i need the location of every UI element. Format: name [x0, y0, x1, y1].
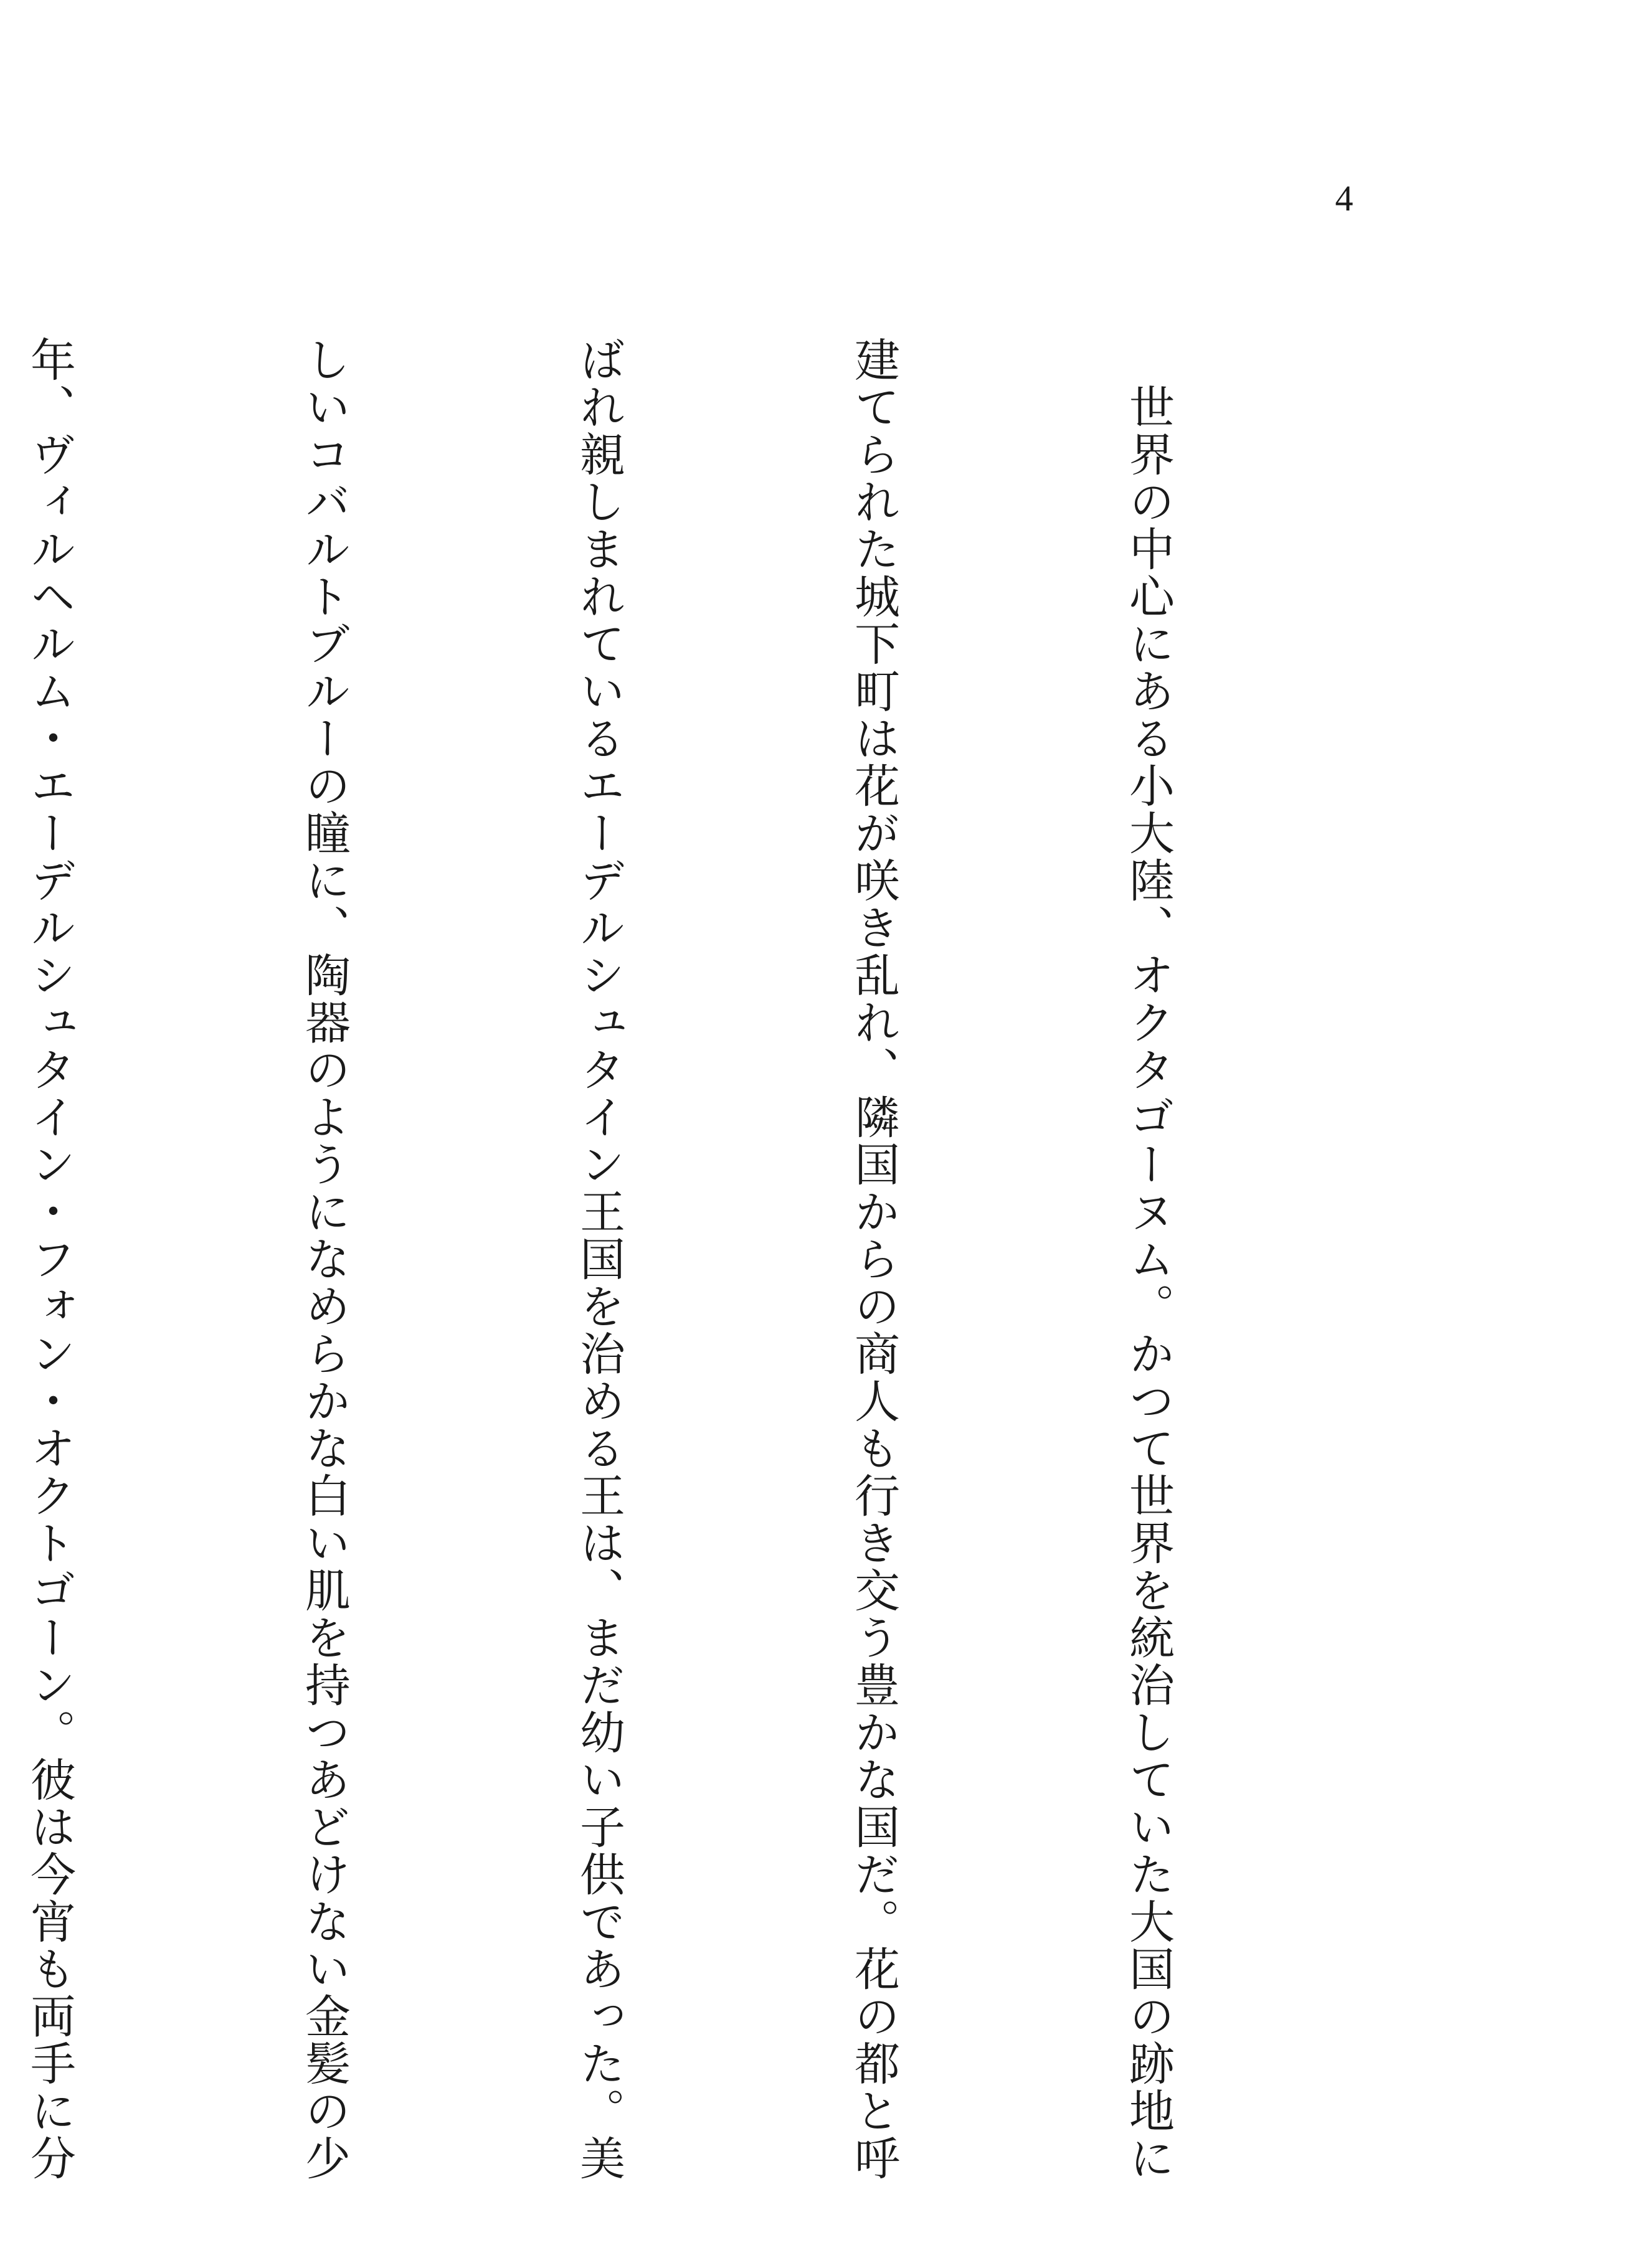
text-line: 世界の中心にある小大陸、オクタゴーヌム。かつて世界を統治していた大国の跡地に: [1121, 336, 1174, 2182]
text-line: 年、ヴィルヘルム・エーデルシュタイン・フォン・オクトゴーン。彼は今宵も両手に分: [22, 336, 75, 2182]
text-line: 建てられた城下町は花が咲き乱れ、隣国からの商人も行き交う豊かな国だ。花の都と呼: [846, 336, 899, 2182]
vertical-text-body: [22, 336, 1377, 2182]
page-number: 4: [1335, 178, 1353, 219]
text-line: しいコバルトブルーの瞳に、陶器のようになめらかな白い肌を持つあどけない金髪の少: [297, 336, 350, 2182]
text-line: ばれ親しまれているエーデルシュタイン王国を治める王は、まだ幼い子供であった。美: [572, 336, 625, 2182]
